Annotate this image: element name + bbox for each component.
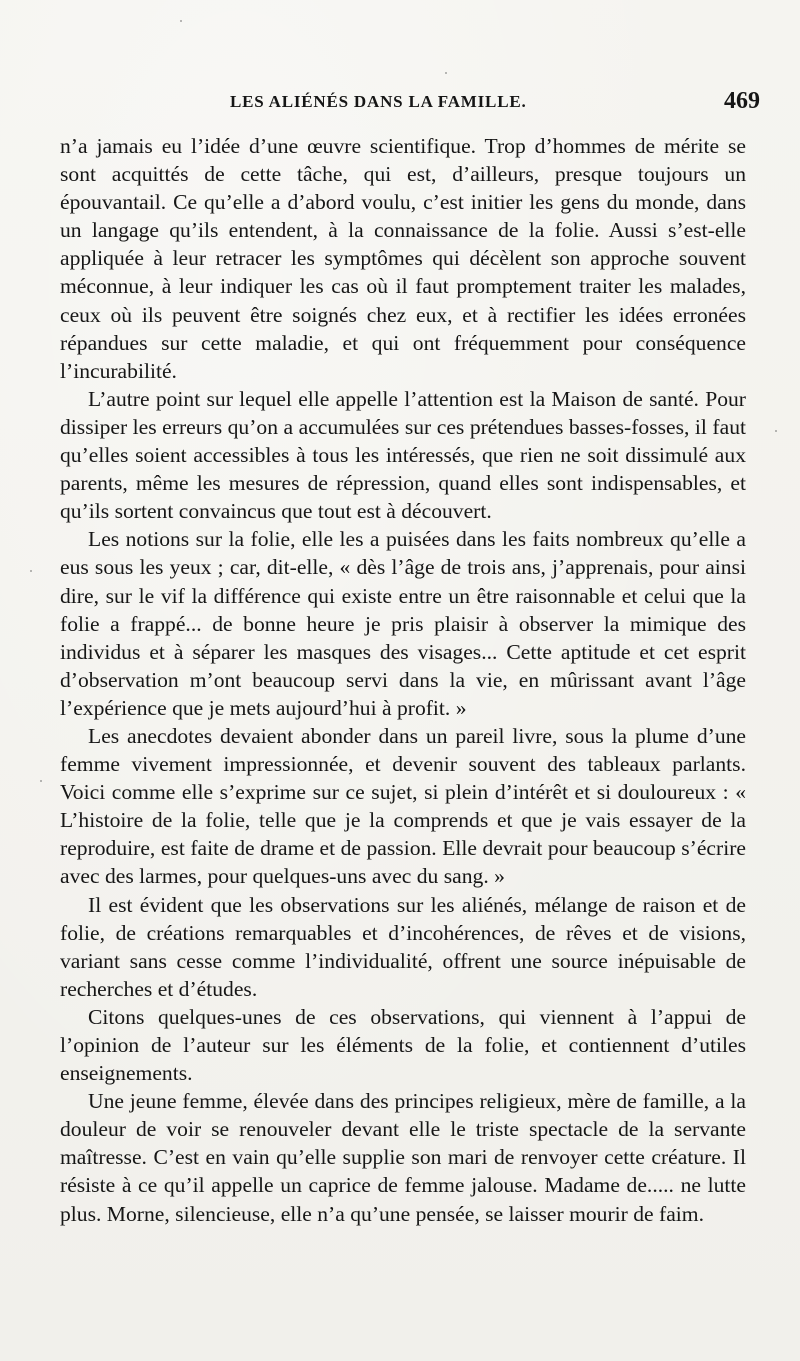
running-head: LES ALIÉNÉS DANS LA FAMILLE.	[230, 92, 527, 111]
paper-speck	[445, 72, 447, 74]
page-number: 469	[724, 88, 760, 114]
paragraph: Les notions sur la folie, elle les a puisées dans les faits nombreux qu’elle a eus sous les yeux ; car, dit-elle, « dès l’âge de trois ans, j’apprenais, pour ainsi dire, sur le vif la différence qui existe entre un être raisonnable et celui que la folie a frappé... de bonne heure je pris plaisir à observer la mimique des individus et à séparer les masques des visages... Cette aptitude et cet esprit d’observation m’ont beaucoup servi dans la vie, en mûrissant avant l’âge l’expérience que je mets aujourd’hui à profit. »	[60, 527, 746, 720]
paper-speck	[775, 430, 777, 432]
paragraph: Citons quelques-unes de ces observations, qui viennent à l’appui de l’opinion de l’auteur sur les éléments de la folie, et contiennent d’utiles enseignements.	[60, 1004, 746, 1086]
page-header	[60, 88, 760, 122]
paper-speck	[180, 20, 182, 22]
body-text	[60, 132, 746, 1228]
paragraph: L’autre point sur lequel elle appelle l’attention est la Maison de santé. Pour dissiper les erreurs qu’on a accumulées sur ces prétendues basses-fosses, il faut qu’elles soient accessibles à tous les intéressés, que rien ne soit dissimulé aux parents, même les mesures de répression, quand elles sont indispensables, et qu’ils sortent convaincus que tout est à découvert.	[60, 386, 746, 524]
paper-speck	[40, 780, 42, 782]
paragraph: Les anecdotes devaient abonder dans un pareil livre, sous la plume d’une femme vivement impressionnée, et devenir souvent des tableaux parlants. Voici comme elle s’exprime sur ce sujet, si plein d’intérêt et si douloureux : « L’histoire de la folie, telle que je la comprends et que je vais essayer de la reproduire, est faite de drame et de passion. Elle devrait pour beaucoup s’écrire avec des larmes, pour quelques-uns avec du sang. »	[60, 723, 746, 889]
paragraph-continuation: n’a jamais eu l’idée d’une œuvre scientifique. Trop d’hommes de mérite se sont acquittés de cette tâche, qui est, d’ailleurs, presque toujours un épouvantail. Ce qu’elle a d’abord voulu, c’est initier les gens du monde, dans un langage qu’ils entendent, à la connaissance de la folie. Aussi s’est-elle appliquée à leur retracer les symptômes qui décèlent son approche souvent méconnue, à leur indiquer les cas où il faut promptement traiter les malades, ceux où ils peuvent être soignés chez eux, et à rectifier les idées erronées répandues sur cette maladie, et qui ont fréquemment pour conséquence l’incurabilité.	[60, 134, 746, 383]
paragraph: Une jeune femme, élevée dans des principes religieux, mère de famille, a la douleur de voir se renouveler devant elle le triste spectacle de la servante maîtresse. C’est en vain qu’elle supplie son mari de renvoyer cette créature. Il résiste à ce qu’il appelle un caprice de femme jalouse. Madame de..... ne lutte plus. Morne, silencieuse, elle n’a qu’une pensée, se laisser mourir de faim.	[60, 1089, 746, 1226]
paper-speck	[30, 570, 32, 572]
paragraph: Il est évident que les observations sur les aliénés, mélange de raison et de folie, de créations remarquables et d’incohérences, de rêves et de visions, variant sans cesse comme l’individualité, offrent une source inépuisable de recherches et d’études.	[60, 892, 746, 1001]
